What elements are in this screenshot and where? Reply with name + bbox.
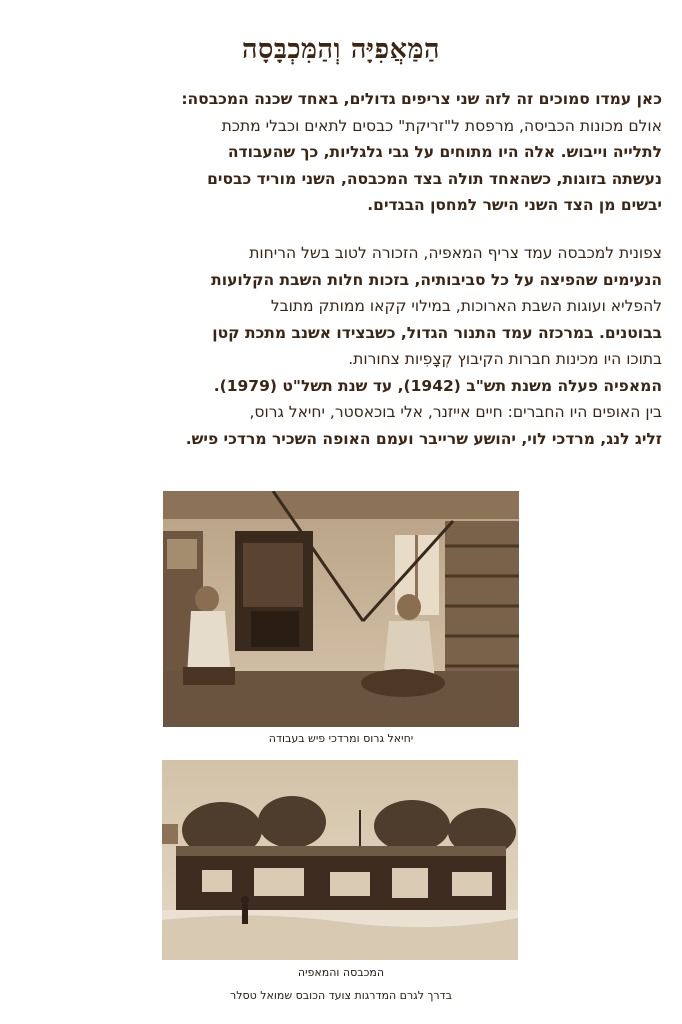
- bakers-photo-caption: יחיאל גרוס ומרדכי פיש בעבודה: [268, 732, 414, 745]
- text-line: יבשים מן הצד השני הישר למחסן הבגדים.: [367, 196, 662, 214]
- text-line: להפליא ועוגות השבת הארוכות, במילוי קקאו ממותק מתובל: [270, 297, 662, 315]
- bakers-photo-image: [163, 491, 519, 727]
- page-title: הַמַּאֲפִיָּה וְהַמִּכְבָּסָה: [241, 34, 441, 65]
- text-line: המאפיה פעלה משנת תש"ב (1942), עד שנת תשל"ט (1979).: [213, 376, 662, 395]
- text-line: כאן עמדו סמוכים זה לזה שני צריפים גדולים, באחד שכנה המכבסה:: [181, 90, 662, 108]
- text-line: נעשתה בזוגות, כשהאחד תולה בצד המכבסה, השני מוריד כבסים: [207, 169, 662, 188]
- bakers-photo: [163, 491, 519, 727]
- buildings-photo-caption: המכבסה והמאפיה: [297, 966, 385, 979]
- text-line: בבוטנים. במרכזה עמד התנור הגדול, כשבצידו אשנב מתכת קטן: [212, 323, 662, 342]
- text-line: הנעימים שהפיצה על כל סביבותיה, בזכות חלות השבת הקלועות: [211, 270, 662, 289]
- text-line: אולם מכונות הכביסה, מרפסת ל"זריקת" כבסים לתאים וכבלי מתכת: [221, 116, 662, 135]
- text-line: לתלייה וייבוש. אלה היו מתוחים על גבי גלגליות, כך שהעבודה: [227, 143, 662, 161]
- text-line: בין האופים היו החברים: חיים אייזנר, אלי בוכאסטר, יחיאל גרוס,: [249, 403, 662, 421]
- footer-caption: בדרך לגרם המדרגות צועד הכובס שמואל טסלר: [230, 989, 452, 1002]
- buildings-photo: [162, 760, 518, 960]
- buildings-photo-image: [162, 760, 518, 960]
- text-line: בתוכו היו מכינות חברות הקיבוץ קְצָפִיות צחורות.: [348, 350, 662, 368]
- laundry-paragraph: [18, 86, 662, 219]
- text-line: זליג לנג, מרדכי לוי, יהושע שרייבר ועמם האופה השכיר מרדכי פיש.: [185, 429, 662, 448]
- bakery-paragraph: [18, 240, 662, 452]
- text-line: צפונית למכבסה עמד צריף המאפיה, הזכורה לטוב בשל הריחות: [249, 244, 662, 262]
